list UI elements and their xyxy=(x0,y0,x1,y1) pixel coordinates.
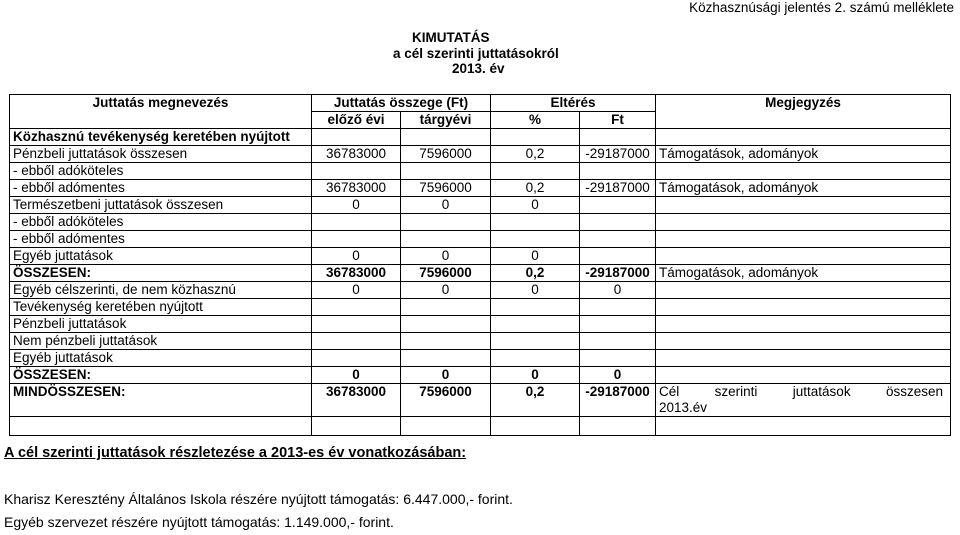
cell-note: Támogatások, adományok xyxy=(656,146,951,163)
cell-prev: 0 xyxy=(312,367,401,384)
cell-pct xyxy=(491,163,580,180)
cell-curr xyxy=(401,316,491,333)
cell-ft: 0 xyxy=(580,367,656,384)
cell-empty xyxy=(401,417,491,436)
cell-pct xyxy=(491,231,580,248)
col-header-note: Megjegyzés xyxy=(656,95,951,129)
cell-curr xyxy=(401,129,491,146)
cell-empty xyxy=(580,417,656,436)
cell-curr xyxy=(401,214,491,231)
cell-note xyxy=(656,299,951,316)
note-line-2: 2013.év xyxy=(659,400,708,415)
cell-ft xyxy=(580,299,656,316)
cell-pct: 0,2 xyxy=(491,180,580,197)
note-line-1 xyxy=(659,384,947,400)
cell-pct xyxy=(491,129,580,146)
cell-name: - ebből adóköteles xyxy=(10,214,312,231)
table-row xyxy=(10,350,951,367)
col-header-ft: Ft xyxy=(580,112,656,129)
cell-ft xyxy=(580,231,656,248)
table-row xyxy=(10,129,951,146)
cell-ft: -29187000 xyxy=(580,265,656,282)
cell-pct xyxy=(491,333,580,350)
cell-prev xyxy=(312,316,401,333)
table-row xyxy=(10,367,951,384)
table-row xyxy=(10,146,951,163)
cell-note xyxy=(656,367,951,384)
cell-name: Egyéb juttatások xyxy=(10,350,312,367)
cell-ft xyxy=(580,333,656,350)
cell-pct: 0 xyxy=(491,197,580,214)
cell-curr: 7596000 xyxy=(401,384,491,417)
cell-name: ÖSSZESEN: xyxy=(10,265,312,282)
cell-pct: 0 xyxy=(491,248,580,265)
cell-note xyxy=(656,350,951,367)
cell-name: Közhasznú tevékenység keretében nyújtott xyxy=(10,129,312,146)
table-row xyxy=(10,231,951,248)
cell-empty xyxy=(656,417,951,436)
cell-note xyxy=(656,316,951,333)
cell-curr: 0 xyxy=(401,197,491,214)
cell-name: - ebből adómentes xyxy=(10,231,312,248)
grand-total-row xyxy=(10,384,951,417)
cell-pct xyxy=(491,350,580,367)
cell-curr: 7596000 xyxy=(401,146,491,163)
cell-name: Pénzbeli juttatások összesen xyxy=(10,146,312,163)
cell-note xyxy=(656,333,951,350)
cell-name: ÖSSZESEN: xyxy=(10,367,312,384)
table-row xyxy=(10,282,951,299)
cell-ft xyxy=(580,214,656,231)
cell-curr: 7596000 xyxy=(401,265,491,282)
table-row xyxy=(10,316,951,333)
cell-name: MINDÖSSZESEN: xyxy=(10,384,312,417)
col-header-curr: tárgyévi xyxy=(401,112,491,129)
cell-note xyxy=(656,163,951,180)
cell-note xyxy=(656,197,951,214)
title-line-1: KIMUTATÁS xyxy=(412,30,490,45)
cell-empty xyxy=(312,417,401,436)
cell-prev: 0 xyxy=(312,282,401,299)
col-header-amount: Juttatás összege (Ft) xyxy=(312,95,491,112)
cell-prev: 0 xyxy=(312,248,401,265)
table-row xyxy=(10,180,951,197)
cell-ft: -29187000 xyxy=(580,384,656,417)
cell-note xyxy=(656,248,951,265)
cell-name: Pénzbeli juttatások xyxy=(10,316,312,333)
table-row xyxy=(10,299,951,316)
details-line-1: Kharisz Keresztény Általános Iskola részére nyújtott támogatás: 6.447.000,- forint. xyxy=(4,491,513,507)
col-header-pct: % xyxy=(491,112,580,129)
cell-note xyxy=(656,214,951,231)
table-row xyxy=(10,214,951,231)
cell-pct xyxy=(491,316,580,333)
cell-ft: -29187000 xyxy=(580,180,656,197)
cell-curr xyxy=(401,299,491,316)
cell-name: Egyéb juttatások xyxy=(10,248,312,265)
note-word: juttatások xyxy=(792,384,851,399)
cell-name: Természetbeni juttatások összesen xyxy=(10,197,312,214)
cell-prev xyxy=(312,129,401,146)
header-row-1 xyxy=(10,95,951,112)
report-title xyxy=(0,30,960,77)
col-header-prev: előző évi xyxy=(312,112,401,129)
cell-prev xyxy=(312,163,401,180)
details-line-2: Egyéb szervezet részére nyújtott támogatás: 1.149.000,- forint. xyxy=(4,514,394,530)
empty-row xyxy=(10,417,951,436)
table-row xyxy=(10,163,951,180)
cell-prev: 36783000 xyxy=(312,265,401,282)
cell-prev: 36783000 xyxy=(312,384,401,417)
cell-curr xyxy=(401,350,491,367)
cell-name: - ebből adóköteles xyxy=(10,163,312,180)
cell-note xyxy=(656,129,951,146)
cell-curr xyxy=(401,163,491,180)
cell-pct: 0 xyxy=(491,367,580,384)
cell-curr xyxy=(401,231,491,248)
cell-prev xyxy=(312,299,401,316)
cell-note xyxy=(656,282,951,299)
cell-ft xyxy=(580,163,656,180)
table-row xyxy=(10,248,951,265)
cell-prev xyxy=(312,333,401,350)
table-row xyxy=(10,333,951,350)
cell-pct: 0,2 xyxy=(491,384,580,417)
cell-empty xyxy=(10,417,312,436)
cell-ft: -29187000 xyxy=(580,146,656,163)
cell-note: Támogatások, adományok xyxy=(656,180,951,197)
cell-prev: 36783000 xyxy=(312,146,401,163)
table-row xyxy=(10,197,951,214)
cell-prev xyxy=(312,350,401,367)
cell-prev xyxy=(312,214,401,231)
cell-ft xyxy=(580,316,656,333)
title-line-3: 2013. év xyxy=(452,61,505,76)
annex-label: Közhasznúsági jelentés 2. számú melléklete xyxy=(689,0,954,15)
cell-pct xyxy=(491,214,580,231)
cell-curr xyxy=(401,333,491,350)
cell-ft xyxy=(580,350,656,367)
cell-curr: 0 xyxy=(401,248,491,265)
note-word: Cél xyxy=(659,384,680,399)
cell-prev: 36783000 xyxy=(312,180,401,197)
note-word: összesen xyxy=(885,384,943,399)
cell-pct: 0 xyxy=(491,282,580,299)
cell-name: - ebből adómentes xyxy=(10,180,312,197)
cell-ft xyxy=(580,197,656,214)
cell-name: Tevékenység keretében nyújtott xyxy=(10,299,312,316)
cell-ft xyxy=(580,129,656,146)
cell-note: Támogatások, adományok xyxy=(656,265,951,282)
cell-pct xyxy=(491,299,580,316)
cell-curr: 0 xyxy=(401,282,491,299)
cell-prev: 0 xyxy=(312,197,401,214)
details-heading: A cél szerinti juttatások részletezése a 2013-es év vonatkozásában: xyxy=(4,445,467,461)
cell-pct: 0,2 xyxy=(491,265,580,282)
cell-name: Nem pénzbeli juttatások xyxy=(10,333,312,350)
cell-ft: 0 xyxy=(580,282,656,299)
col-header-diff: Eltérés xyxy=(491,95,656,112)
cell-note xyxy=(656,231,951,248)
cell-prev xyxy=(312,231,401,248)
cell-note xyxy=(656,384,951,417)
cell-ft xyxy=(580,248,656,265)
cell-curr: 0 xyxy=(401,367,491,384)
note-word: szerinti xyxy=(714,384,758,399)
cell-name: Egyéb célszerinti, de nem közhasznú xyxy=(10,282,312,299)
cell-pct: 0,2 xyxy=(491,146,580,163)
cell-curr: 7596000 xyxy=(401,180,491,197)
cell-empty xyxy=(491,417,580,436)
table-row xyxy=(10,265,951,282)
benefits-table xyxy=(9,94,951,436)
title-line-2: a cél szerinti juttatásokról xyxy=(393,45,559,61)
col-header-name: Juttatás megnevezés xyxy=(10,95,312,129)
